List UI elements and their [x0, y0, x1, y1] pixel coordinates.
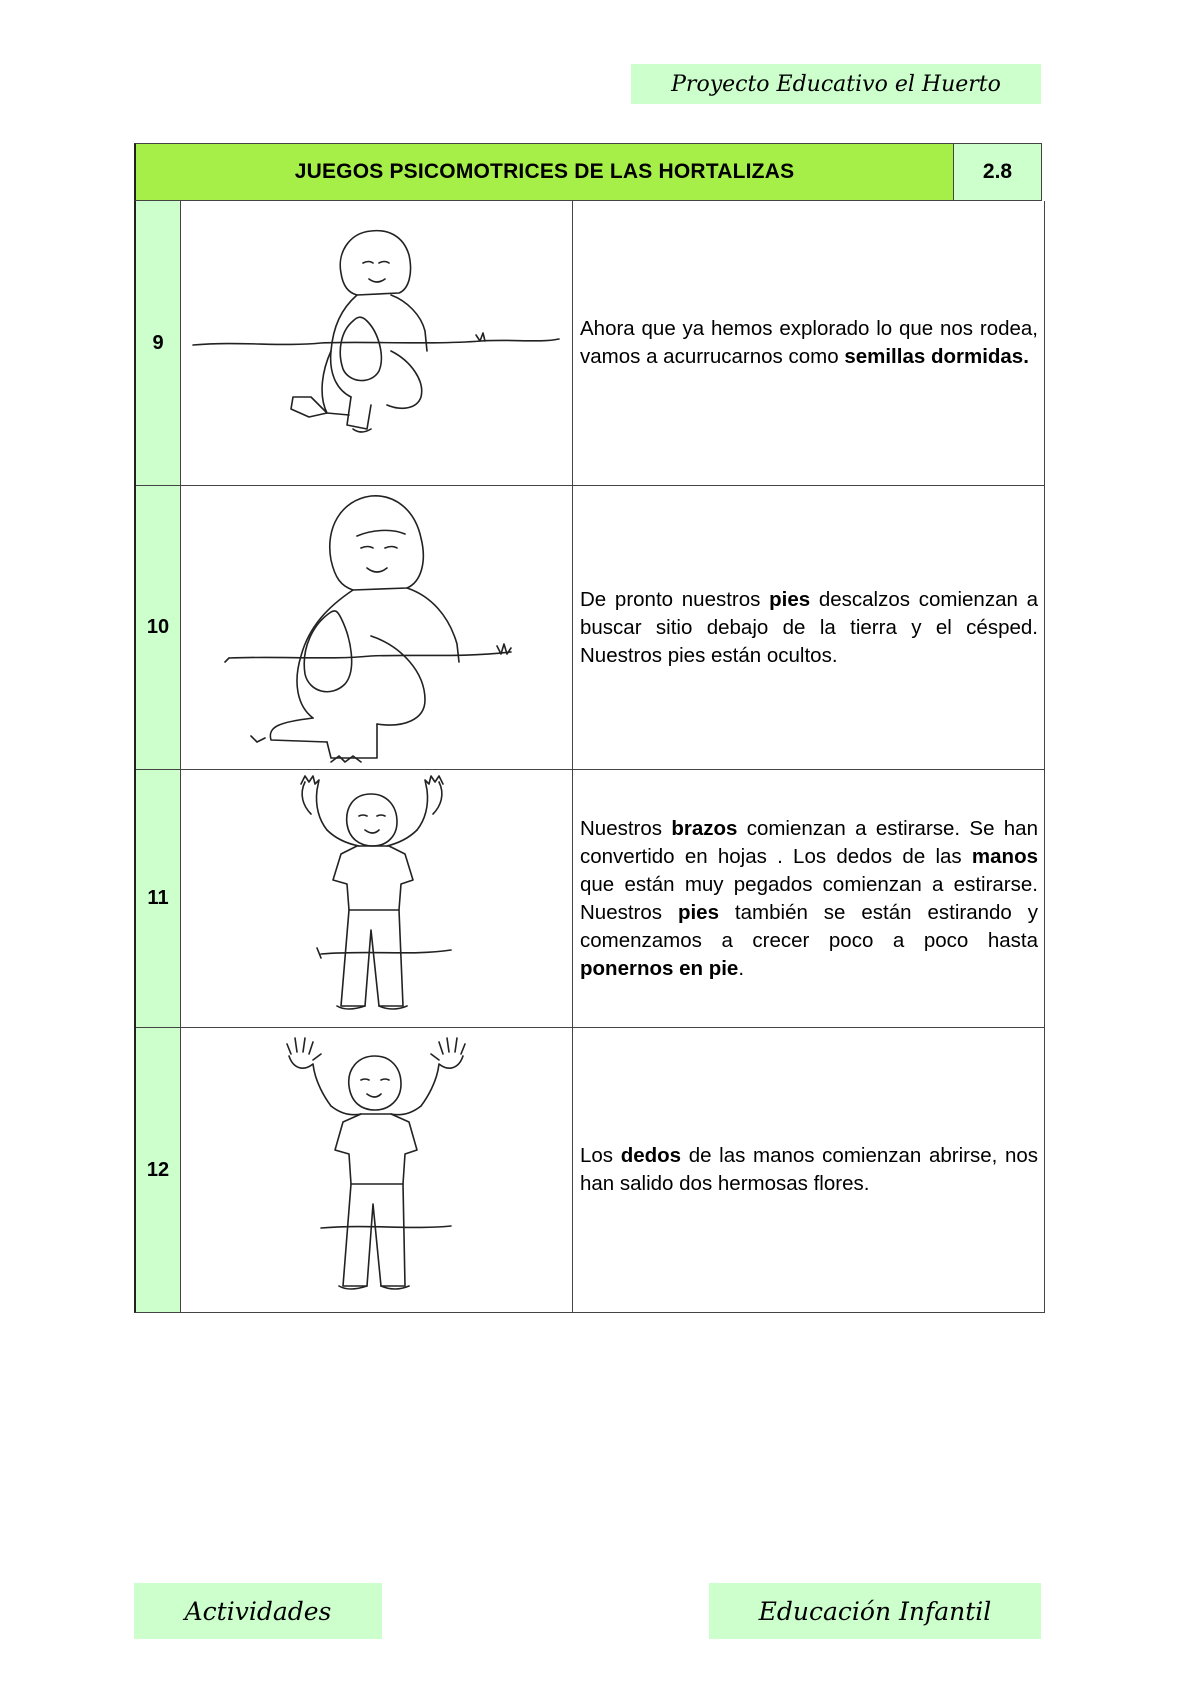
row-text	[573, 1028, 1044, 1312]
project-header: Proyecto Educativo el Huerto	[631, 64, 1041, 104]
bold-phrase: manos	[971, 844, 1038, 868]
row-number: 11	[136, 770, 181, 1027]
illustration-girl-crouching-large	[181, 486, 573, 769]
bold-phrase: pies	[769, 587, 811, 611]
bold-phrase: dedos	[620, 1144, 682, 1167]
worksheet-title: JUEGOS PSICOMOTRICES DE LAS HORTALIZAS	[134, 143, 954, 201]
worksheet-code: 2.8	[953, 143, 1042, 201]
text-run: también se están estirando y comenzamos a crecer poco a poco hasta	[580, 900, 1038, 952]
activity-row	[136, 1027, 1044, 1312]
text-run: descalzos comienzan a buscar sitio debajo de la tierra y el césped. Nuestros pies están ocultos.	[580, 587, 1038, 667]
text-run: De pronto nuestros	[580, 587, 770, 611]
activity-row	[136, 485, 1044, 769]
bold-phrase: pies	[677, 900, 719, 924]
worksheet-table	[134, 143, 1042, 1406]
text-run: comienzan a estirarse. Se han convertido en hojas . Los dedos de las	[580, 816, 1038, 868]
activity-rows	[134, 201, 1045, 1313]
text-run: de las manos comienzan abrirse, nos han salido dos hermosas flores.	[580, 1144, 1039, 1195]
footer-activities: Actividades	[134, 1583, 382, 1639]
text-run: Ahora que ya hemos explorado lo que nos rodea, vamos a acurrucarnos como	[580, 317, 1038, 368]
row-text	[573, 770, 1044, 1027]
illustration-boy-fingers-spread	[181, 1028, 573, 1312]
title-bar	[134, 143, 1042, 201]
bold-phrase: ponernos en pie	[580, 956, 739, 980]
activity-row	[136, 201, 1044, 485]
row-number: 12	[136, 1028, 181, 1312]
illustration-boy-arms-raised	[181, 770, 573, 1027]
text-run: que están muy pegados comienzan a estirarse. Nuestros	[580, 872, 1038, 924]
footer-education-level: Educación Infantil	[709, 1583, 1041, 1639]
illustration-girl-crouching-small	[181, 201, 573, 485]
bold-phrase: semillas dormidas.	[844, 345, 1029, 368]
row-number: 9	[136, 201, 181, 485]
row-text	[573, 486, 1044, 769]
text-run: Los	[580, 1144, 621, 1167]
activity-row	[136, 769, 1044, 1027]
row-number: 10	[136, 486, 181, 769]
row-text	[573, 201, 1044, 485]
text-run: .	[738, 956, 745, 980]
text-run: Nuestros	[580, 816, 672, 840]
bold-phrase: brazos	[671, 816, 738, 840]
